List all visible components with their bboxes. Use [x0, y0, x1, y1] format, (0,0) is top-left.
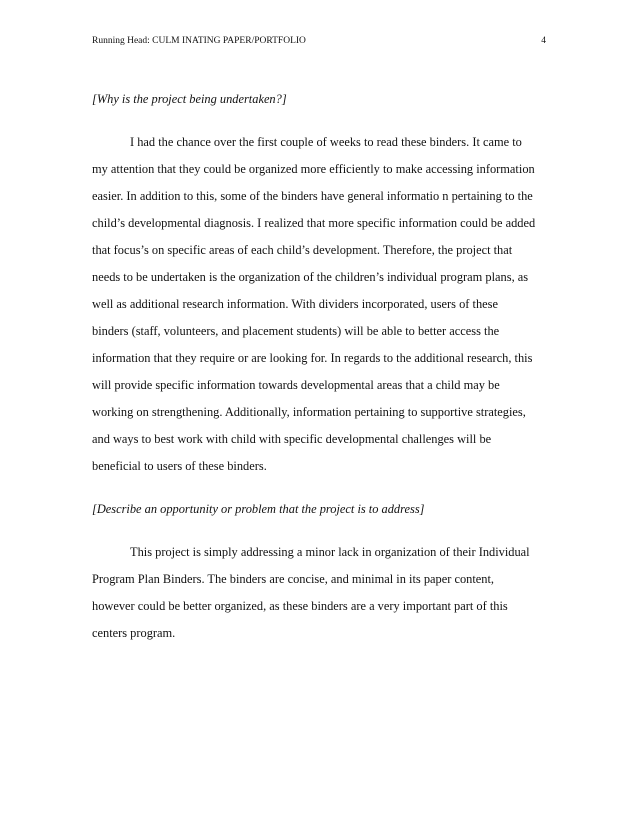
paragraph-line: child’s developmental diagnosis. I realized that more specific information could be added — [92, 216, 536, 230]
paragraph-line: will provide specific information towards developmental areas that a child may be — [92, 378, 500, 392]
paragraph-line: binders (staff, volunteers, and placement students) will be able to better access the — [92, 324, 500, 338]
paragraph-line: needs to be undertaken is the organization of the children’s individual program plans, as — [92, 270, 529, 284]
page-header — [92, 36, 546, 46]
paragraph-line: Program Plan Binders. The binders are concise, and minimal in its paper content, — [92, 572, 495, 586]
section-heading-why: [Why is the project being undertaken?] — [92, 92, 287, 106]
paragraph-line: beneficial to users of these binders. — [92, 459, 267, 473]
paragraph-line: well as additional research information. With dividers incorporated, users of these — [92, 297, 498, 311]
paragraph-line: my attention that they could be organized more efficiently to make accessing information — [92, 162, 535, 176]
running-head: Running Head: CULM INATING PAPER/PORTFOLIO — [92, 36, 306, 46]
paragraph-line: centers program. — [92, 626, 176, 640]
page-number: 4 — [541, 36, 546, 46]
paragraph-line: This project is simply addressing a minor lack in organization of their Individual — [130, 545, 530, 559]
paragraph-line: that focus’s on specific areas of each child’s development. Therefore, the project that — [92, 243, 513, 257]
paragraph-line: however could be better organized, as these binders are a very important part of this — [92, 599, 508, 613]
paragraph-line: and ways to best work with child with specific developmental challenges will be — [92, 432, 492, 446]
paragraph-line: easier. In addition to this, some of the binders have general informatio n pertaining to the — [92, 189, 533, 203]
paragraph-line: information that they require or are looking for. In regards to the additional research, this — [92, 351, 533, 365]
paragraph-line: I had the chance over the first couple of weeks to read these binders. It came to — [130, 135, 522, 149]
paragraph-line: working on strengthening. Additionally, information pertaining to supportive strategies, — [92, 405, 526, 419]
section-heading-opportunity: [Describe an opportunity or problem that the project is to address] — [92, 502, 425, 516]
